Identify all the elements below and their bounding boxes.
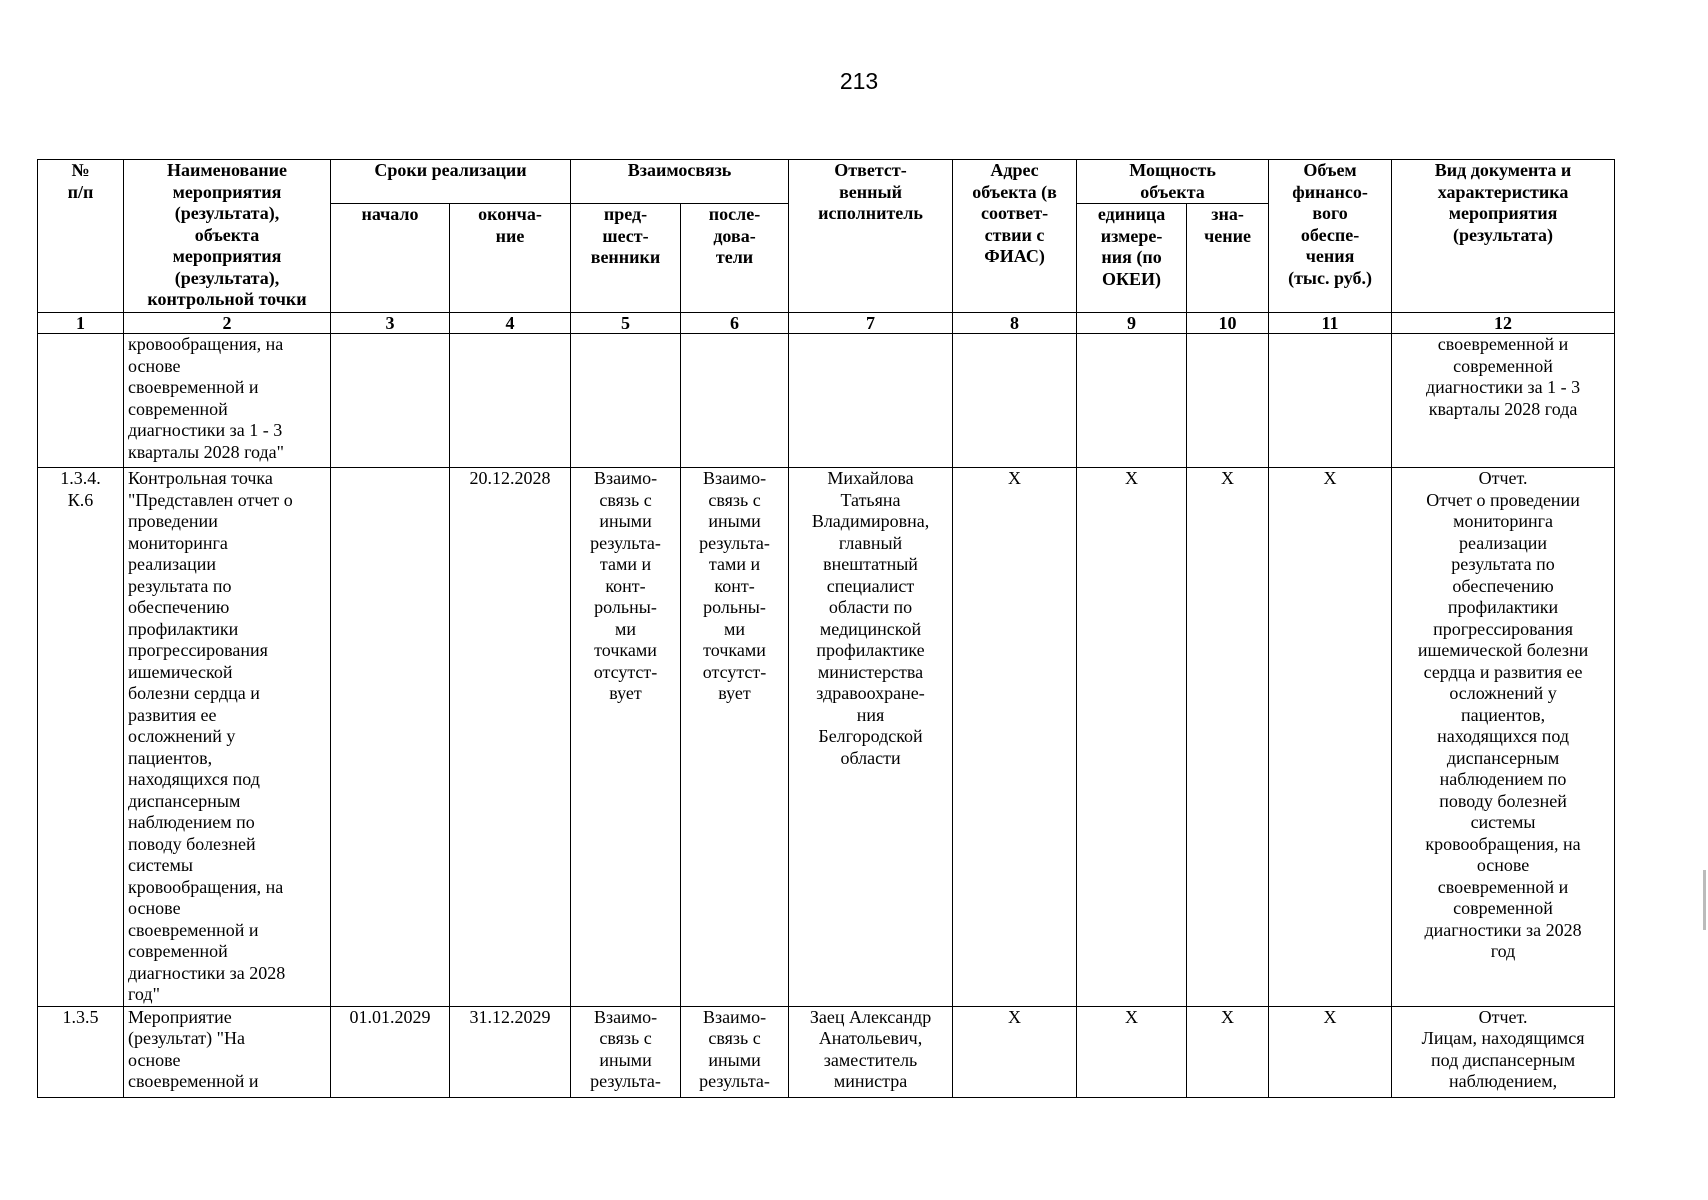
column-number: 10 (1187, 313, 1269, 334)
cell-address (953, 334, 1077, 468)
header-row-1 (38, 160, 1615, 204)
cell-unit: X (1077, 1006, 1187, 1097)
column-numbers-row (38, 313, 1615, 334)
header-successors: после- дова- тели (681, 204, 789, 313)
cell-executor (789, 334, 953, 468)
cell-value: X (1187, 1006, 1269, 1097)
column-number: 5 (571, 313, 681, 334)
cell-end: 31.12.2029 (450, 1006, 571, 1097)
cell-number: 1.3.5 (38, 1006, 124, 1097)
cell-name: Мероприятие (результат) "На основе своевременной и (124, 1006, 331, 1097)
plan-table (37, 159, 1615, 1098)
cell-predecessors: Взаимо- связь с иными результа- (571, 1006, 681, 1097)
header-terms: Сроки реализации (331, 160, 571, 204)
cell-finance: X (1269, 1006, 1392, 1097)
cell-end (450, 334, 571, 468)
cell-finance (1269, 334, 1392, 468)
header-predecessors: пред- шест- венники (571, 204, 681, 313)
header-links: Взаимосвязь (571, 160, 789, 204)
cell-address: X (953, 1006, 1077, 1097)
header-number: № п/п (38, 160, 124, 313)
cell-executor: Заец Александр Анатольевич, заместитель министра (789, 1006, 953, 1097)
cell-executor: Михайлова Татьяна Владимировна, главный внештатный специалист области по медицинской профилактике министерства здравоохране- ния Белгородской области (789, 468, 953, 1007)
cell-number: 1.3.4. К.6 (38, 468, 124, 1007)
cell-doc: Отчет. Лицам, находящимся под диспансерным наблюдением, (1392, 1006, 1615, 1097)
cell-predecessors: Взаимо- связь с иными результа- тами и конт- рольны- ми точками отсутст- вует (571, 468, 681, 1007)
column-number: 2 (124, 313, 331, 334)
column-number: 1 (38, 313, 124, 334)
header-value: зна- чение (1187, 204, 1269, 313)
header-unit: единица измере- ния (по ОКЕИ) (1077, 204, 1187, 313)
column-number: 11 (1269, 313, 1392, 334)
header-end: оконча- ние (450, 204, 571, 313)
table-row-continuation (38, 334, 1615, 468)
cell-unit: X (1077, 468, 1187, 1007)
header-start: начало (331, 204, 450, 313)
cell-successors: Взаимо- связь с иными результа- (681, 1006, 789, 1097)
column-number: 9 (1077, 313, 1187, 334)
cell-number (38, 334, 124, 468)
cell-name: кровообращения, на основе своевременной и современной диагностики за 1 - 3 кварталы 2028 года" (124, 334, 331, 468)
cell-successors (681, 334, 789, 468)
cell-address: X (953, 468, 1077, 1007)
cell-start (331, 334, 450, 468)
header-name: Наименование мероприятия (результата), объекта мероприятия (результата), контрольной точки (124, 160, 331, 313)
cell-value: X (1187, 468, 1269, 1007)
cell-start (331, 468, 450, 1007)
cell-start: 01.01.2029 (331, 1006, 450, 1097)
cell-end: 20.12.2028 (450, 468, 571, 1007)
header-address: Адрес объекта (в соответ- ствии с ФИАС) (953, 160, 1077, 313)
cell-doc: своевременной и современной диагностики за 1 - 3 кварталы 2028 года (1392, 334, 1615, 468)
header-executor: Ответст- венный исполнитель (789, 160, 953, 313)
column-number: 8 (953, 313, 1077, 334)
table-row-checkpoint (38, 468, 1615, 1007)
table-row-event (38, 1006, 1615, 1097)
header-capacity: Мощность объекта (1077, 160, 1269, 204)
cell-unit (1077, 334, 1187, 468)
column-number: 6 (681, 313, 789, 334)
header-finance: Объем финансо- вого обеспе- чения (тыс. руб.) (1269, 160, 1392, 313)
column-number: 12 (1392, 313, 1615, 334)
cell-predecessors (571, 334, 681, 468)
header-doc-type: Вид документа и характеристика мероприятия (результата) (1392, 160, 1615, 313)
cell-name: Контрольная точка "Представлен отчет о проведении мониторинга реализации результата по обеспечению профилактики прогрессирования ишемической болезни сердца и развития ее осложнений у пациентов, находящихся под диспансерным наблюдением по поводу болезней системы кровообращения, на основe своевременной и современной диагностики за 2028 год" (124, 468, 331, 1007)
scan-edge-mark (1703, 870, 1706, 930)
column-number: 3 (331, 313, 450, 334)
cell-doc: Отчет. Отчет о проведении мониторинга реализации результата по обеспечению профилактики прогрессирования ишемической болезни сердца и развития ее осложнений у пациентов, находящихся под диспансерным наблюдением по поводу болезней системы кровообращения, на основе своевременной и современной диагностики за 2028 год (1392, 468, 1615, 1007)
cell-successors: Взаимо- связь с иными результа- тами и конт- рольны- ми точками отсутст- вует (681, 468, 789, 1007)
cell-finance: X (1269, 468, 1392, 1007)
page-number: 213 (839, 68, 879, 94)
column-number: 7 (789, 313, 953, 334)
column-number: 4 (450, 313, 571, 334)
cell-value (1187, 334, 1269, 468)
